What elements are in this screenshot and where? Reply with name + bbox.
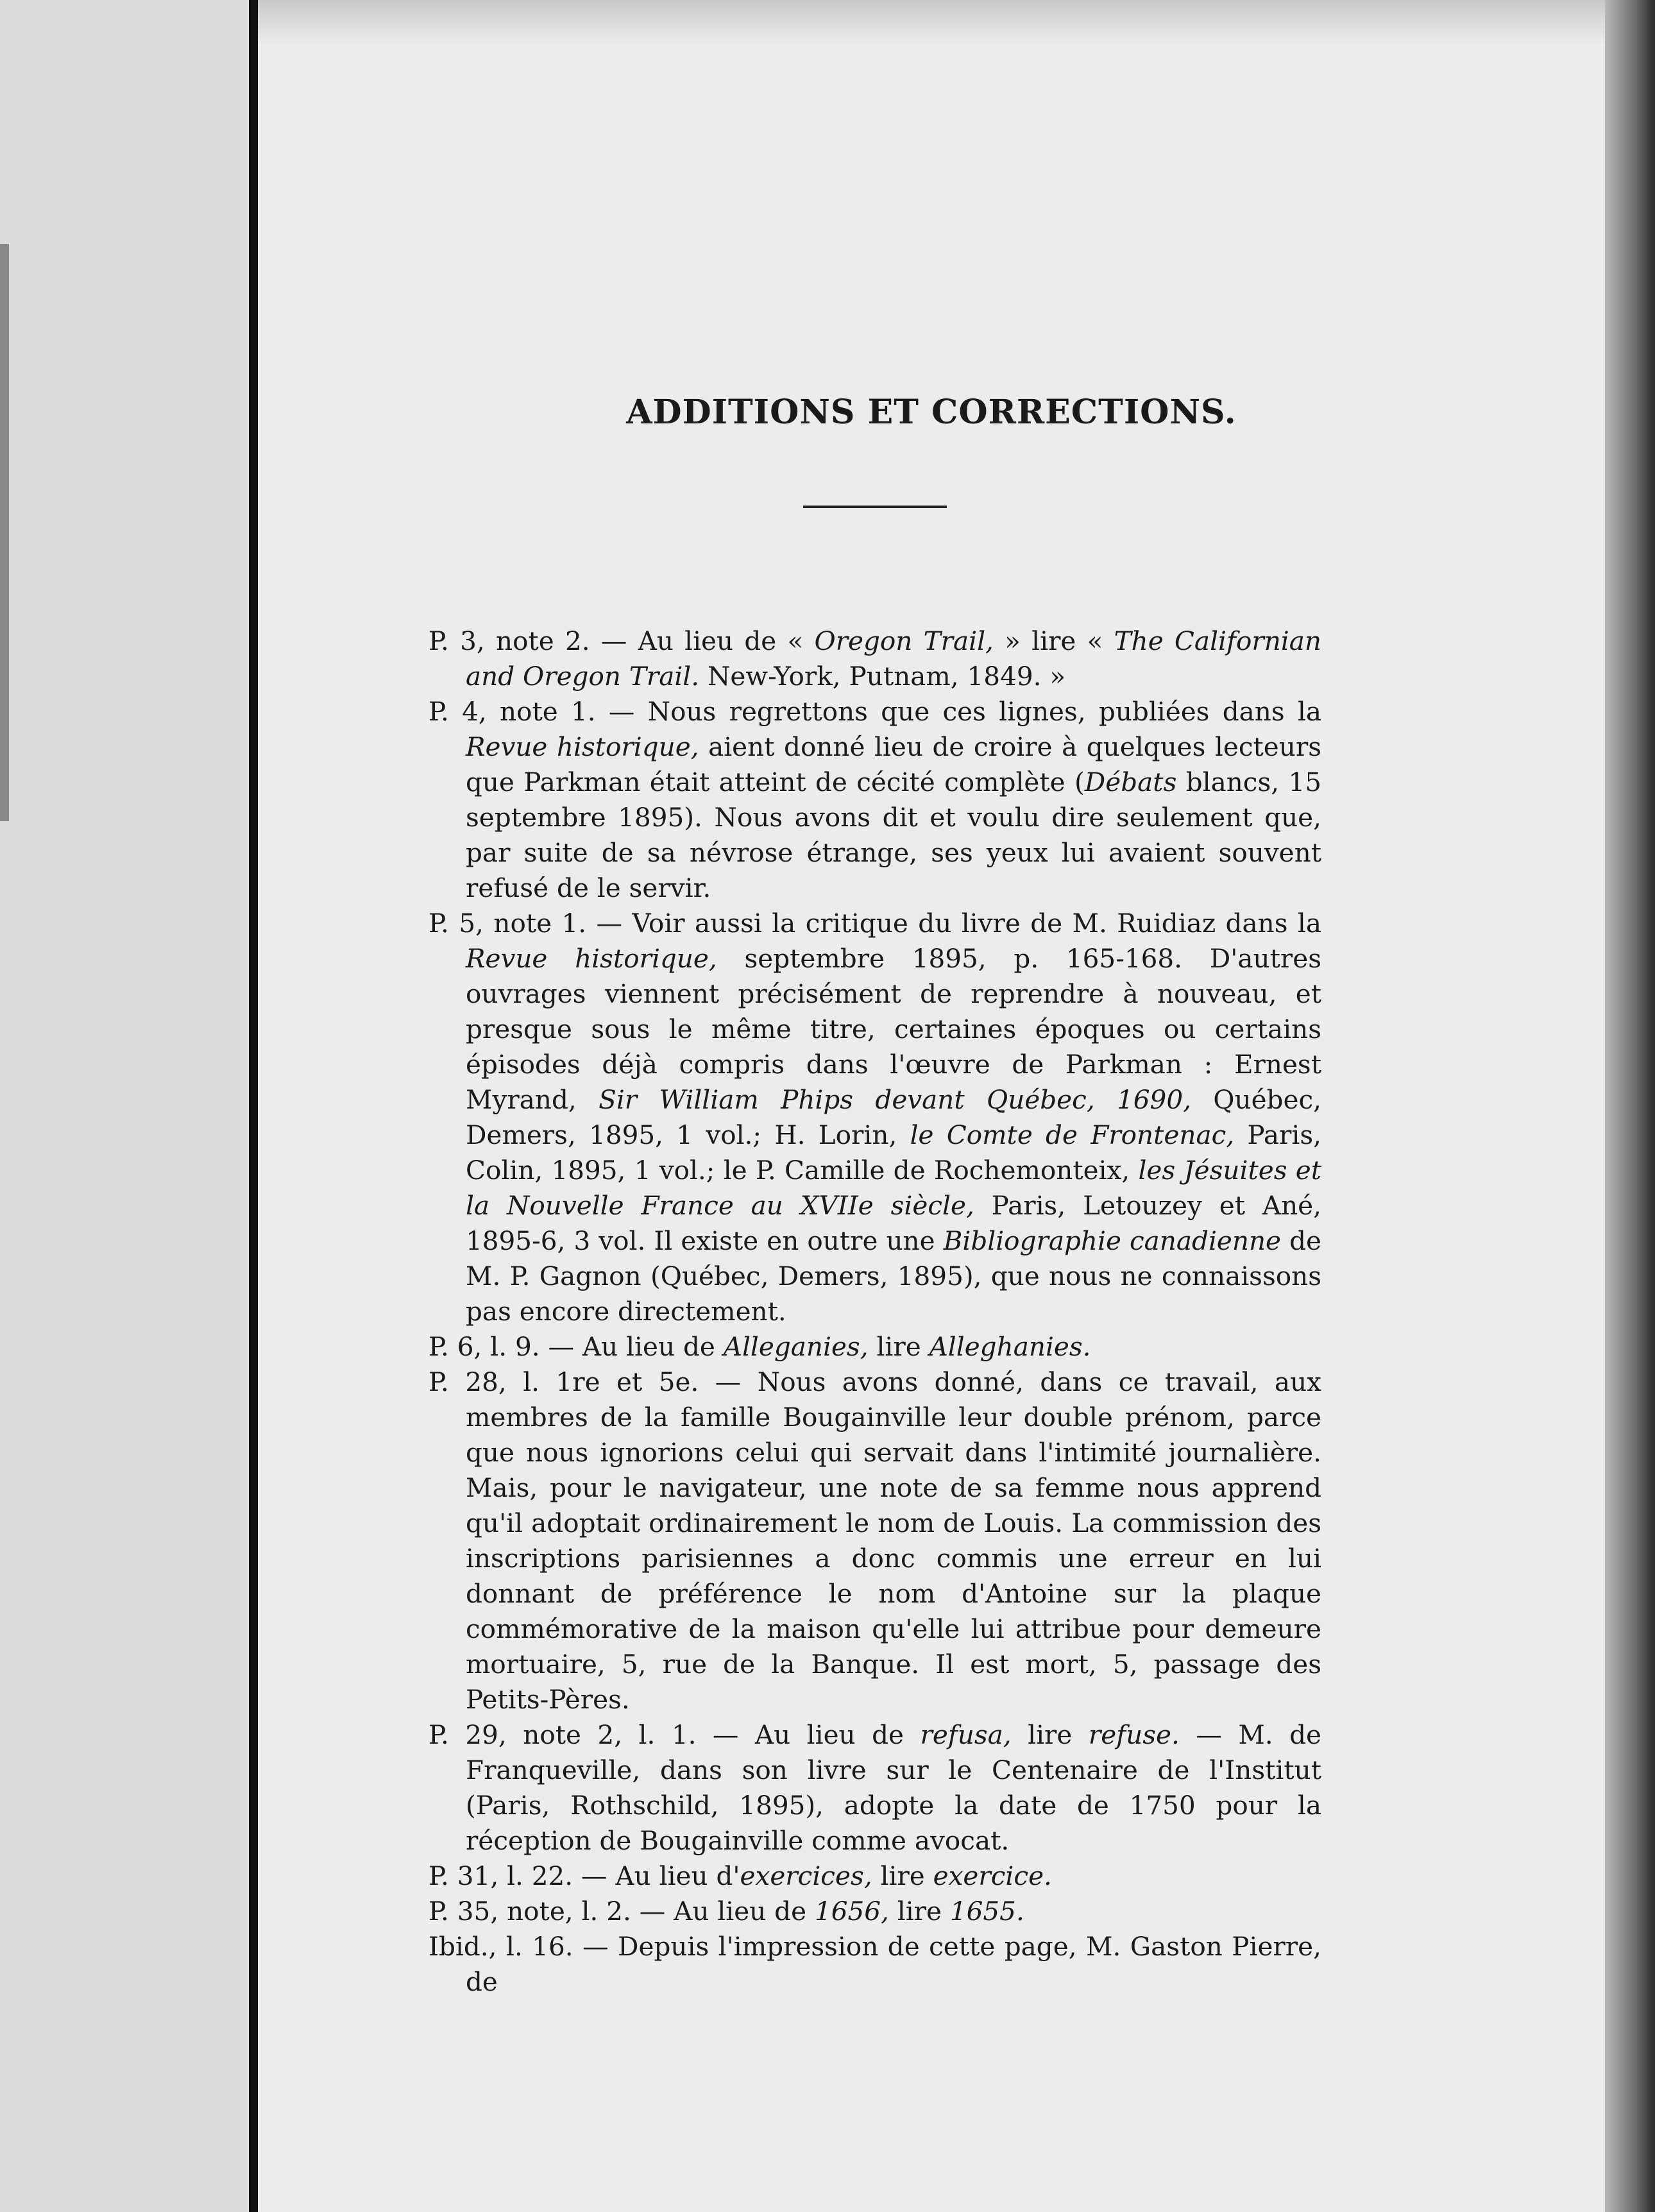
italic-text: 1655. xyxy=(949,1896,1024,1927)
page-top-shadow xyxy=(258,0,1605,45)
italic-text: le Comte de Frontenac, xyxy=(910,1119,1235,1150)
heading-rule xyxy=(803,506,947,508)
facing-page-strip xyxy=(0,244,9,821)
correction-entry xyxy=(429,906,1321,1329)
entry-text: — M. de Franqueville, dans son livre sur le Centenaire de l'Institut (Paris, Rothschild, 1895), adopte la date de 1750 pour la réception de Bougainville comme avocat. xyxy=(466,1719,1322,1856)
entry-text: Québec, Demers, 1895, 1 vol.; H. Lorin, xyxy=(466,1084,1321,1150)
italic-text: Oregon Trail, xyxy=(814,625,994,656)
entry-reference: P. 6, l. 9. xyxy=(429,1331,540,1362)
entry-text: lire xyxy=(1011,1719,1089,1750)
correction-entry xyxy=(429,1329,1321,1365)
correction-entry xyxy=(429,1365,1321,1717)
italic-text: The Californian and Oregon Trail. xyxy=(466,625,1321,692)
italic-text: exercice. xyxy=(933,1860,1052,1891)
italic-text: Revue historique, xyxy=(466,943,717,974)
correction-entry xyxy=(429,1894,1321,1929)
italic-text: les Jésuites et la Nouvelle France au XVIIe siècle, xyxy=(466,1155,1321,1221)
correction-entry xyxy=(429,624,1321,694)
entry-text: lire xyxy=(872,1860,933,1891)
correction-entry xyxy=(429,1859,1321,1894)
entry-text: — Au lieu de xyxy=(631,1896,815,1927)
entry-text: — Au lieu de xyxy=(539,1331,724,1362)
italic-text: Revue historique, xyxy=(466,731,699,762)
correction-entry xyxy=(429,1929,1321,2000)
entry-text: — Au lieu d' xyxy=(573,1860,740,1891)
correction-entry xyxy=(429,1717,1321,1859)
entry-text: aient donné lieu de croire à quelques lecteurs que Parkman était atteint de cécité complète ( xyxy=(466,731,1322,797)
italic-text: Alleganies, xyxy=(723,1331,869,1362)
entry-reference: P. 4, note 1. xyxy=(429,696,596,727)
italic-text: Bibliographie canadienne xyxy=(943,1225,1282,1256)
entry-reference: P. 35, note, l. 2. xyxy=(429,1896,631,1927)
entry-text: — Voir aussi la critique du livre de M. Ruidiaz dans la xyxy=(586,908,1321,939)
entry-text: — Au lieu de « xyxy=(590,625,815,656)
correction-entry xyxy=(429,694,1321,906)
entry-reference: P. 29, note 2, l. 1. xyxy=(429,1719,697,1750)
italic-text: Alleghanies. xyxy=(929,1331,1091,1362)
entry-reference: P. 28, l. 1re et 5e. xyxy=(429,1366,699,1397)
entry-text: » lire « xyxy=(993,625,1114,656)
entry-text: — Nous avons donné, dans ce travail, aux membres de la famille Bougainville leur double prénom, parce que nous ignorions celui qui servait dans l'intimité journalière. Mais, pour le navigateur, une note de sa femme nous apprend qu'il adoptait ordinairement le nom de Louis. La commission des inscriptions parisiennes a donc commis une erreur en lui donnant de préférence le nom d'Antoine sur la plaque commémorative de la maison qu'elle lui attribue pour demeure mortuaire, 5, rue de la Banque. Il est mort, 5, passage des Petits-Pères. xyxy=(466,1366,1321,1715)
entry-text: lire xyxy=(888,1896,950,1927)
italic-text: refuse. xyxy=(1088,1719,1180,1750)
italic-text: Sir William Phips devant Québec, 1690, xyxy=(598,1084,1191,1115)
entry-text: — Depuis l'impression de cette page, M. Gaston Pierre, de xyxy=(466,1931,1321,1997)
italic-text: exercices, xyxy=(740,1860,872,1891)
italic-text: refusa, xyxy=(920,1719,1012,1750)
entry-text: New-York, Putnam, 1849. » xyxy=(699,661,1066,692)
entry-reference: P. 5, note 1. xyxy=(429,908,587,939)
entry-text: — Au lieu de xyxy=(696,1719,921,1750)
page-heading: ADDITIONS ET CORRECTIONS. xyxy=(626,393,1237,432)
entry-reference: P. 3, note 2. xyxy=(429,625,590,656)
entry-text: Paris, Letouzey et Ané, 1895-6, 3 vol. Il existe en outre une xyxy=(466,1190,1321,1256)
page-gutter-shadow xyxy=(1605,0,1655,2212)
entry-text: septembre 1895, p. 165-168. D'autres ouvrages viennent précisément de reprendre à nouveau, et presque sous le même titre, certaines époques ou certains épisodes déjà compris dans l'œuvre de Parkman : Ernest Myrand, xyxy=(466,943,1321,1115)
italic-text: 1656, xyxy=(814,1896,889,1927)
entry-text: lire xyxy=(868,1331,929,1362)
entry-reference: P. 31, l. 22. xyxy=(429,1860,573,1891)
entry-text: blancs, 15 septembre 1895). Nous avons dit et voulu dire seulement que, par suite de sa névrose étrange, ses yeux lui avaient souvent refusé de le servir. xyxy=(466,767,1322,903)
facing-page-edge xyxy=(0,0,258,2212)
entry-reference: Ibid., l. 16. xyxy=(429,1931,573,1962)
italic-text: Débats xyxy=(1084,767,1177,797)
entry-text: de M. P. Gagnon (Québec, Demers, 1895), que nous ne connaissons pas encore directement. xyxy=(466,1225,1321,1327)
entry-text: Paris, Colin, 1895, 1 vol.; le P. Camille de Rochemonteix, xyxy=(466,1119,1321,1186)
corrections-list xyxy=(429,624,1321,2000)
entry-text: — Nous regrettons que ces lignes, publiées dans la xyxy=(595,696,1322,727)
